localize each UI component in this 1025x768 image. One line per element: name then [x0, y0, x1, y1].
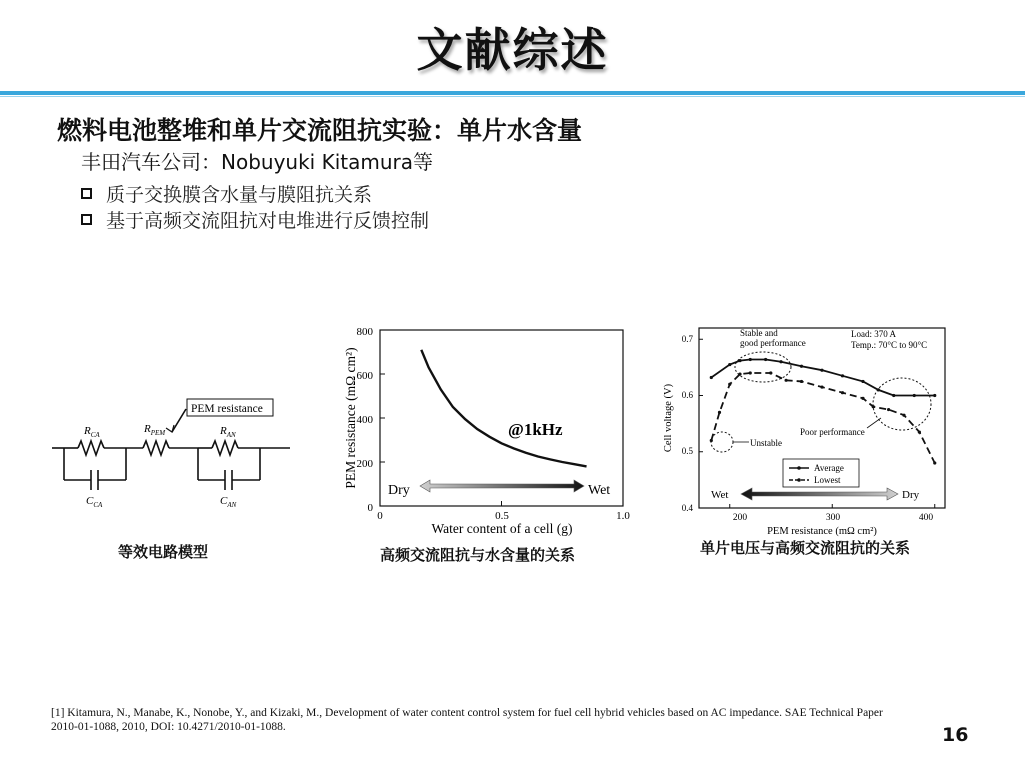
- legend-average: Average: [814, 463, 844, 473]
- title-divider-shadow: [0, 96, 1025, 97]
- slide-title: 文献综述: [416, 23, 609, 77]
- y-axis-label: PEM resistance (mΩ cm²): [343, 347, 358, 489]
- legend-lowest: Lowest: [814, 475, 841, 485]
- average-data-point: [728, 363, 731, 366]
- dry-to-wet-arrow: [420, 480, 584, 492]
- average-data-point: [779, 360, 782, 363]
- x-tick-label: 0: [377, 510, 383, 522]
- stable-label: good performance: [740, 338, 806, 348]
- dry-label: Dry: [902, 489, 920, 501]
- lowest-data-point: [861, 397, 864, 400]
- square-bullet-icon: [81, 188, 92, 199]
- stable-label: Stable and: [740, 328, 778, 338]
- bullet-text: 质子交换膜含水量与膜阻抗关系: [106, 184, 373, 206]
- y-tick-label: 0.4: [681, 503, 693, 513]
- frequency-annotation: @1kHz: [508, 420, 563, 439]
- x-tick-label: 400: [918, 513, 934, 523]
- pem-resistance-callout: PEM resistance: [191, 403, 263, 415]
- lowest-data-point: [785, 379, 788, 382]
- average-data-point: [913, 394, 916, 397]
- lowest-data-point: [902, 414, 905, 417]
- lowest-data-point: [820, 385, 823, 388]
- reference-citation: [1] Kitamura, N., Manabe, K., Nonobe, Y., and Kizaki, M., Development of water content control system for fuel cell hybrid vehicles based on AC impedance. SAE Technical Paper 2010-01-1088, 2010, DOI: 10.4271/2010-01-1088.: [51, 707, 883, 733]
- poor-performance-label: Poor performance: [800, 427, 865, 437]
- average-data-point: [892, 394, 895, 397]
- x-tick-label: 200: [732, 513, 748, 523]
- lowest-data-point: [769, 371, 772, 374]
- equivalent-circuit-diagram: [48, 392, 298, 514]
- resistance-curve: [421, 350, 586, 467]
- x-tick-label: 1.0: [616, 510, 630, 522]
- title-divider: [0, 91, 1025, 95]
- lowest-data-point: [749, 371, 752, 374]
- slide-subheading: 丰田汽车公司：Nobuyuki Kitamura等: [81, 150, 433, 174]
- average-data-point: [800, 365, 803, 368]
- svg-text:CCA: $C_{CA}$: [86, 495, 103, 509]
- svg-text:RCA: $R_{CA}$: [84, 425, 100, 439]
- wet-to-dry-arrow: [741, 488, 898, 500]
- temp-condition: Temp.: 70°C to 90°C: [851, 340, 928, 350]
- svg-text:RAN: $R_{AN}$: [220, 425, 236, 439]
- average-data-point: [764, 358, 767, 361]
- bullet-text: 基于高频交流阻抗对电堆进行反馈控制: [106, 210, 430, 232]
- resistance-chart-caption: 高频交流阻抗与水含量的关系: [380, 546, 576, 564]
- x-axis-label: PEM resistance (mΩ cm²): [767, 526, 877, 537]
- average-data-point: [933, 394, 936, 397]
- square-bullet-icon: [81, 214, 92, 225]
- average-data-point: [820, 369, 823, 372]
- average-data-point: [749, 358, 752, 361]
- y-tick-label: 200: [356, 458, 373, 470]
- chart-legend: [783, 459, 859, 487]
- poor-region-circle: [873, 378, 931, 430]
- average-data-point: [841, 374, 844, 377]
- average-voltage-line: [711, 360, 934, 396]
- bullet-item: [81, 206, 429, 233]
- voltage-resistance-chart: [657, 322, 957, 540]
- wet-label: Wet: [711, 489, 729, 501]
- dry-label: Dry: [388, 483, 410, 498]
- x-tick-label: 0.5: [495, 510, 509, 522]
- svg-text:CAN: $C_{AN}$: [220, 495, 237, 509]
- x-axis-label: Water content of a cell (g): [431, 521, 573, 536]
- lowest-data-point: [933, 461, 936, 464]
- unstable-label: Unstable: [750, 438, 782, 448]
- bullet-item: [81, 180, 372, 207]
- y-tick-label: 600: [356, 370, 373, 382]
- wet-label: Wet: [588, 483, 611, 498]
- average-data-point: [861, 380, 864, 383]
- y-tick-label: 0.5: [681, 446, 693, 456]
- resistance-water-chart: [340, 322, 640, 537]
- lowest-data-point: [728, 383, 731, 386]
- y-axis-label: Cell voltage (V): [663, 383, 674, 453]
- svg-text:RPEM: $R_{PEM}$: [144, 423, 166, 437]
- y-tick-label: 400: [356, 414, 373, 426]
- lowest-data-point: [887, 408, 890, 411]
- lowest-data-point: [718, 411, 721, 414]
- circuit-caption: 等效电路模型: [118, 543, 209, 561]
- stable-region-circle: [735, 352, 791, 382]
- unstable-region-circle: [711, 432, 733, 452]
- y-tick-label: 0.7: [681, 334, 693, 344]
- y-tick-label: 800: [356, 326, 373, 338]
- page-number: 16: [942, 724, 969, 746]
- slide-heading: 燃料电池整堆和单片交流阻抗实验：单片水含量: [57, 116, 583, 145]
- voltage-chart-caption: 单片电压与高频交流阻抗的关系: [700, 539, 911, 557]
- y-tick-label: 0.6: [681, 390, 693, 400]
- x-tick-label: 300: [825, 513, 841, 523]
- y-tick-label: 0: [367, 502, 373, 514]
- load-condition: Load: 370 A: [851, 329, 896, 339]
- lowest-data-point: [841, 391, 844, 394]
- average-data-point: [710, 376, 713, 379]
- lowest-data-point: [800, 380, 803, 383]
- lowest-data-point: [918, 430, 921, 433]
